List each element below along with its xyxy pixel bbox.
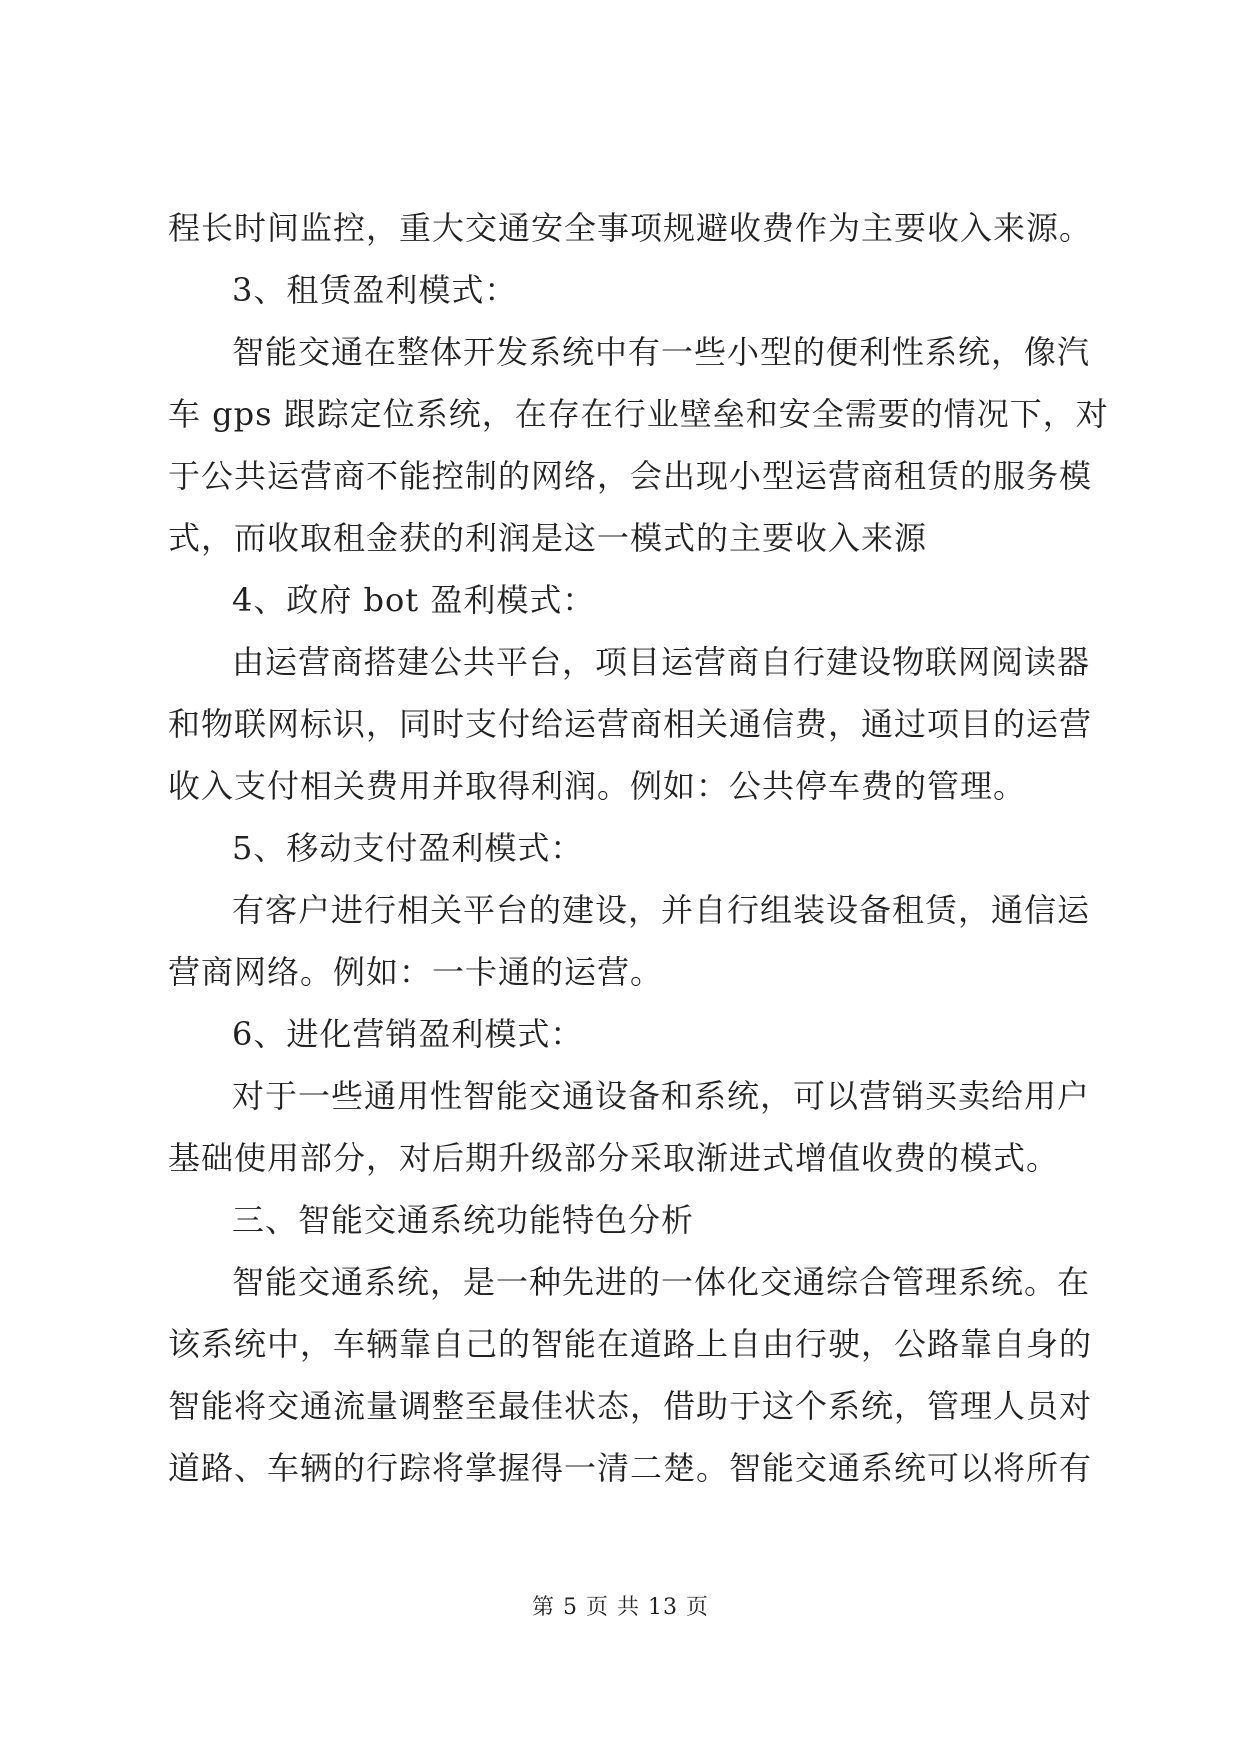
heading-government-bot-model: 4、政府 bot 盈利模式：: [232, 581, 596, 619]
body-text: [168, 197, 1109, 1499]
text-line: 式，而收取租金获的利润是这一模式的主要收入来源: [168, 519, 928, 557]
text-line: 对于一些通用性智能交通设备和系统，可以营销买卖给用户: [232, 1077, 1091, 1115]
text-line: 智能交通在整体开发系统中有一些小型的便利性系统，像汽: [232, 333, 1091, 371]
section-heading-features: 三、智能交通系统功能特色分析: [232, 1201, 695, 1239]
text-line: 收入支付相关费用并取得利润。例如：公共停车费的管理。: [168, 767, 1027, 805]
heading-mobile-payment-model: 5、移动支付盈利模式：: [232, 829, 584, 867]
text-line: 营商网络。例如：一卡通的运营。: [168, 953, 664, 991]
text-line: 基础使用部分，对后期升级部分采取渐进式增值收费的模式。: [168, 1139, 1060, 1177]
heading-evolution-marketing-model: 6、进化营销盈利模式：: [232, 1015, 584, 1053]
text-line: 该系统中，车辆靠自己的智能在道路上自由行驶，公路靠自身的: [168, 1325, 1093, 1363]
text-line: 有客户进行相关平台的建设，并自行组装设备租赁，通信运: [232, 891, 1091, 929]
text-line: 车 gps 跟踪定位系统，在存在行业壁垒和安全需要的情况下，对: [168, 395, 1109, 433]
text-line: 智能将交通流量调整至最佳状态，借助于这个系统，管理人员对: [168, 1387, 1093, 1425]
text-line: 和物联网标识，同时支付给运营商相关通信费，通过项目的运营: [168, 705, 1093, 743]
text-line: 道路、车辆的行踪将掌握得一清二楚。智能交通系统可以将所有: [168, 1449, 1093, 1487]
text-line: 程长时间监控，重大交通安全事项规避收费作为主要收入来源。: [168, 209, 1093, 247]
text-line: 由运营商搭建公共平台，项目运营商自行建设物联网阅读器: [232, 643, 1091, 681]
text-line: 于公共运营商不能控制的网络，会出现小型运营商租赁的服务模: [168, 457, 1093, 495]
text-line: 智能交通系统，是一种先进的一体化交通综合管理系统。在: [232, 1263, 1091, 1301]
page-number-footer: 第 5 页 共 13 页: [532, 1595, 709, 1620]
heading-leasing-model: 3、租赁盈利模式：: [232, 271, 518, 309]
